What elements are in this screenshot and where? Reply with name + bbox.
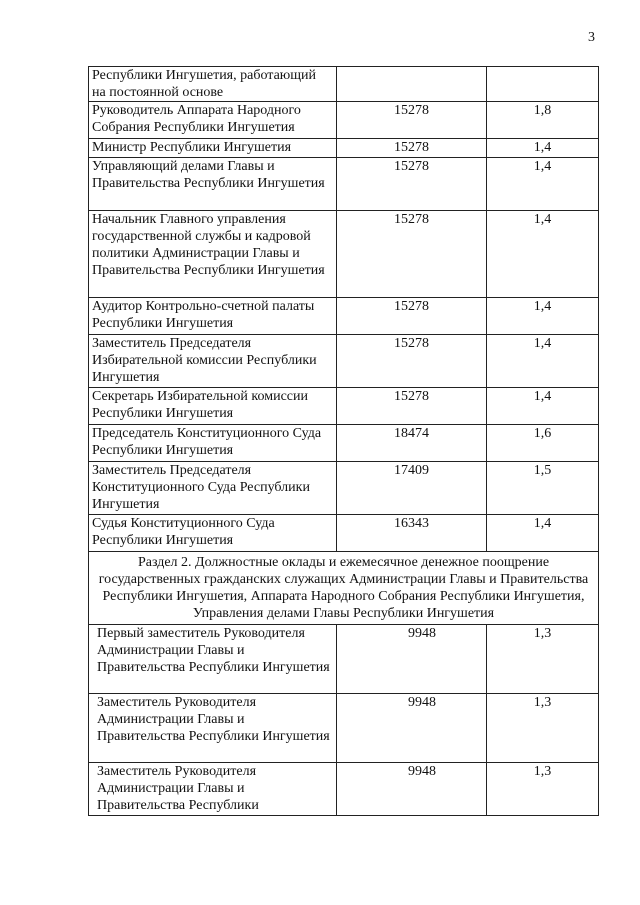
coefficient-cell: 1,4 [487, 158, 599, 211]
coefficient-cell: 1,4 [487, 515, 599, 552]
table-row [89, 388, 599, 425]
position-cell: Управляющий делами Главы и Правительства Республики Ингушетия [89, 158, 337, 211]
salary-cell: 15278 [337, 388, 487, 425]
coefficient-cell: 1,4 [487, 298, 599, 335]
coefficient-cell: 1,6 [487, 425, 599, 462]
salary-cell [337, 67, 487, 102]
coefficient-cell: 1,3 [487, 763, 599, 816]
position-cell: Заместитель Председателя Избирательной комиссии Республики Ингушетия [89, 335, 337, 388]
table-row [89, 139, 599, 158]
salary-cell: 15278 [337, 211, 487, 298]
salary-cell: 9948 [337, 763, 487, 816]
coefficient-cell [487, 67, 599, 102]
table-row [89, 298, 599, 335]
salary-table [88, 66, 599, 816]
position-cell: Заместитель Руководителя Администрации Главы и Правительства Республики [89, 763, 337, 816]
position-cell: Аудитор Контрольно-счетной палаты Республики Ингушетия [89, 298, 337, 335]
position-cell: Заместитель Председателя Конституционного Суда Республики Ингушетия [89, 462, 337, 515]
table-row [89, 211, 599, 298]
table-row [89, 67, 599, 102]
table-row [89, 425, 599, 462]
salary-cell: 18474 [337, 425, 487, 462]
table-row [89, 462, 599, 515]
table-row [89, 694, 599, 763]
position-cell: Республики Ингушетия, работающий на постоянной основе [89, 67, 337, 102]
position-cell: Председатель Конституционного Суда Республики Ингушетия [89, 425, 337, 462]
coefficient-cell: 1,3 [487, 625, 599, 694]
table-row [89, 335, 599, 388]
section-2-title: Раздел 2. Должностные оклады и ежемесячное денежное поощрение государственных гражданских служащих Администрации Главы и Правительства Республики Ингушетия, Аппарата Народного Собрания Республики Ингушетия, Управления делами Главы Республики Ингушетия [89, 552, 599, 625]
coefficient-cell: 1,5 [487, 462, 599, 515]
coefficient-cell: 1,4 [487, 388, 599, 425]
salary-cell: 15278 [337, 139, 487, 158]
position-cell: Секретарь Избирательной комиссии Республики Ингушетия [89, 388, 337, 425]
salary-cell: 9948 [337, 625, 487, 694]
coefficient-cell: 1,3 [487, 694, 599, 763]
salary-cell: 15278 [337, 335, 487, 388]
position-cell: Начальник Главного управления государственной службы и кадровой политики Администрации Главы и Правительства Республики Ингушетия [89, 211, 337, 298]
coefficient-cell: 1,4 [487, 335, 599, 388]
salary-cell: 16343 [337, 515, 487, 552]
position-cell: Заместитель Руководителя Администрации Главы и Правительства Республики Ингушетия [89, 694, 337, 763]
section-header-row [89, 552, 599, 625]
coefficient-cell: 1,4 [487, 211, 599, 298]
position-cell: Судья Конституционного Суда Республики Ингушетия [89, 515, 337, 552]
salary-cell: 15278 [337, 158, 487, 211]
table-row [89, 515, 599, 552]
position-cell: Первый заместитель Руководителя Администрации Главы и Правительства Республики Ингушетия [89, 625, 337, 694]
salary-table-body [89, 67, 599, 816]
salary-cell: 15278 [337, 102, 487, 139]
coefficient-cell: 1,8 [487, 102, 599, 139]
table-row [89, 102, 599, 139]
salary-cell: 17409 [337, 462, 487, 515]
salary-cell: 15278 [337, 298, 487, 335]
salary-cell: 9948 [337, 694, 487, 763]
page-number: 3 [588, 30, 595, 45]
position-cell: Министр Республики Ингушетия [89, 139, 337, 158]
position-cell: Руководитель Аппарата Народного Собрания Республики Ингушетия [89, 102, 337, 139]
table-row [89, 763, 599, 816]
coefficient-cell: 1,4 [487, 139, 599, 158]
table-row [89, 625, 599, 694]
table-row [89, 158, 599, 211]
